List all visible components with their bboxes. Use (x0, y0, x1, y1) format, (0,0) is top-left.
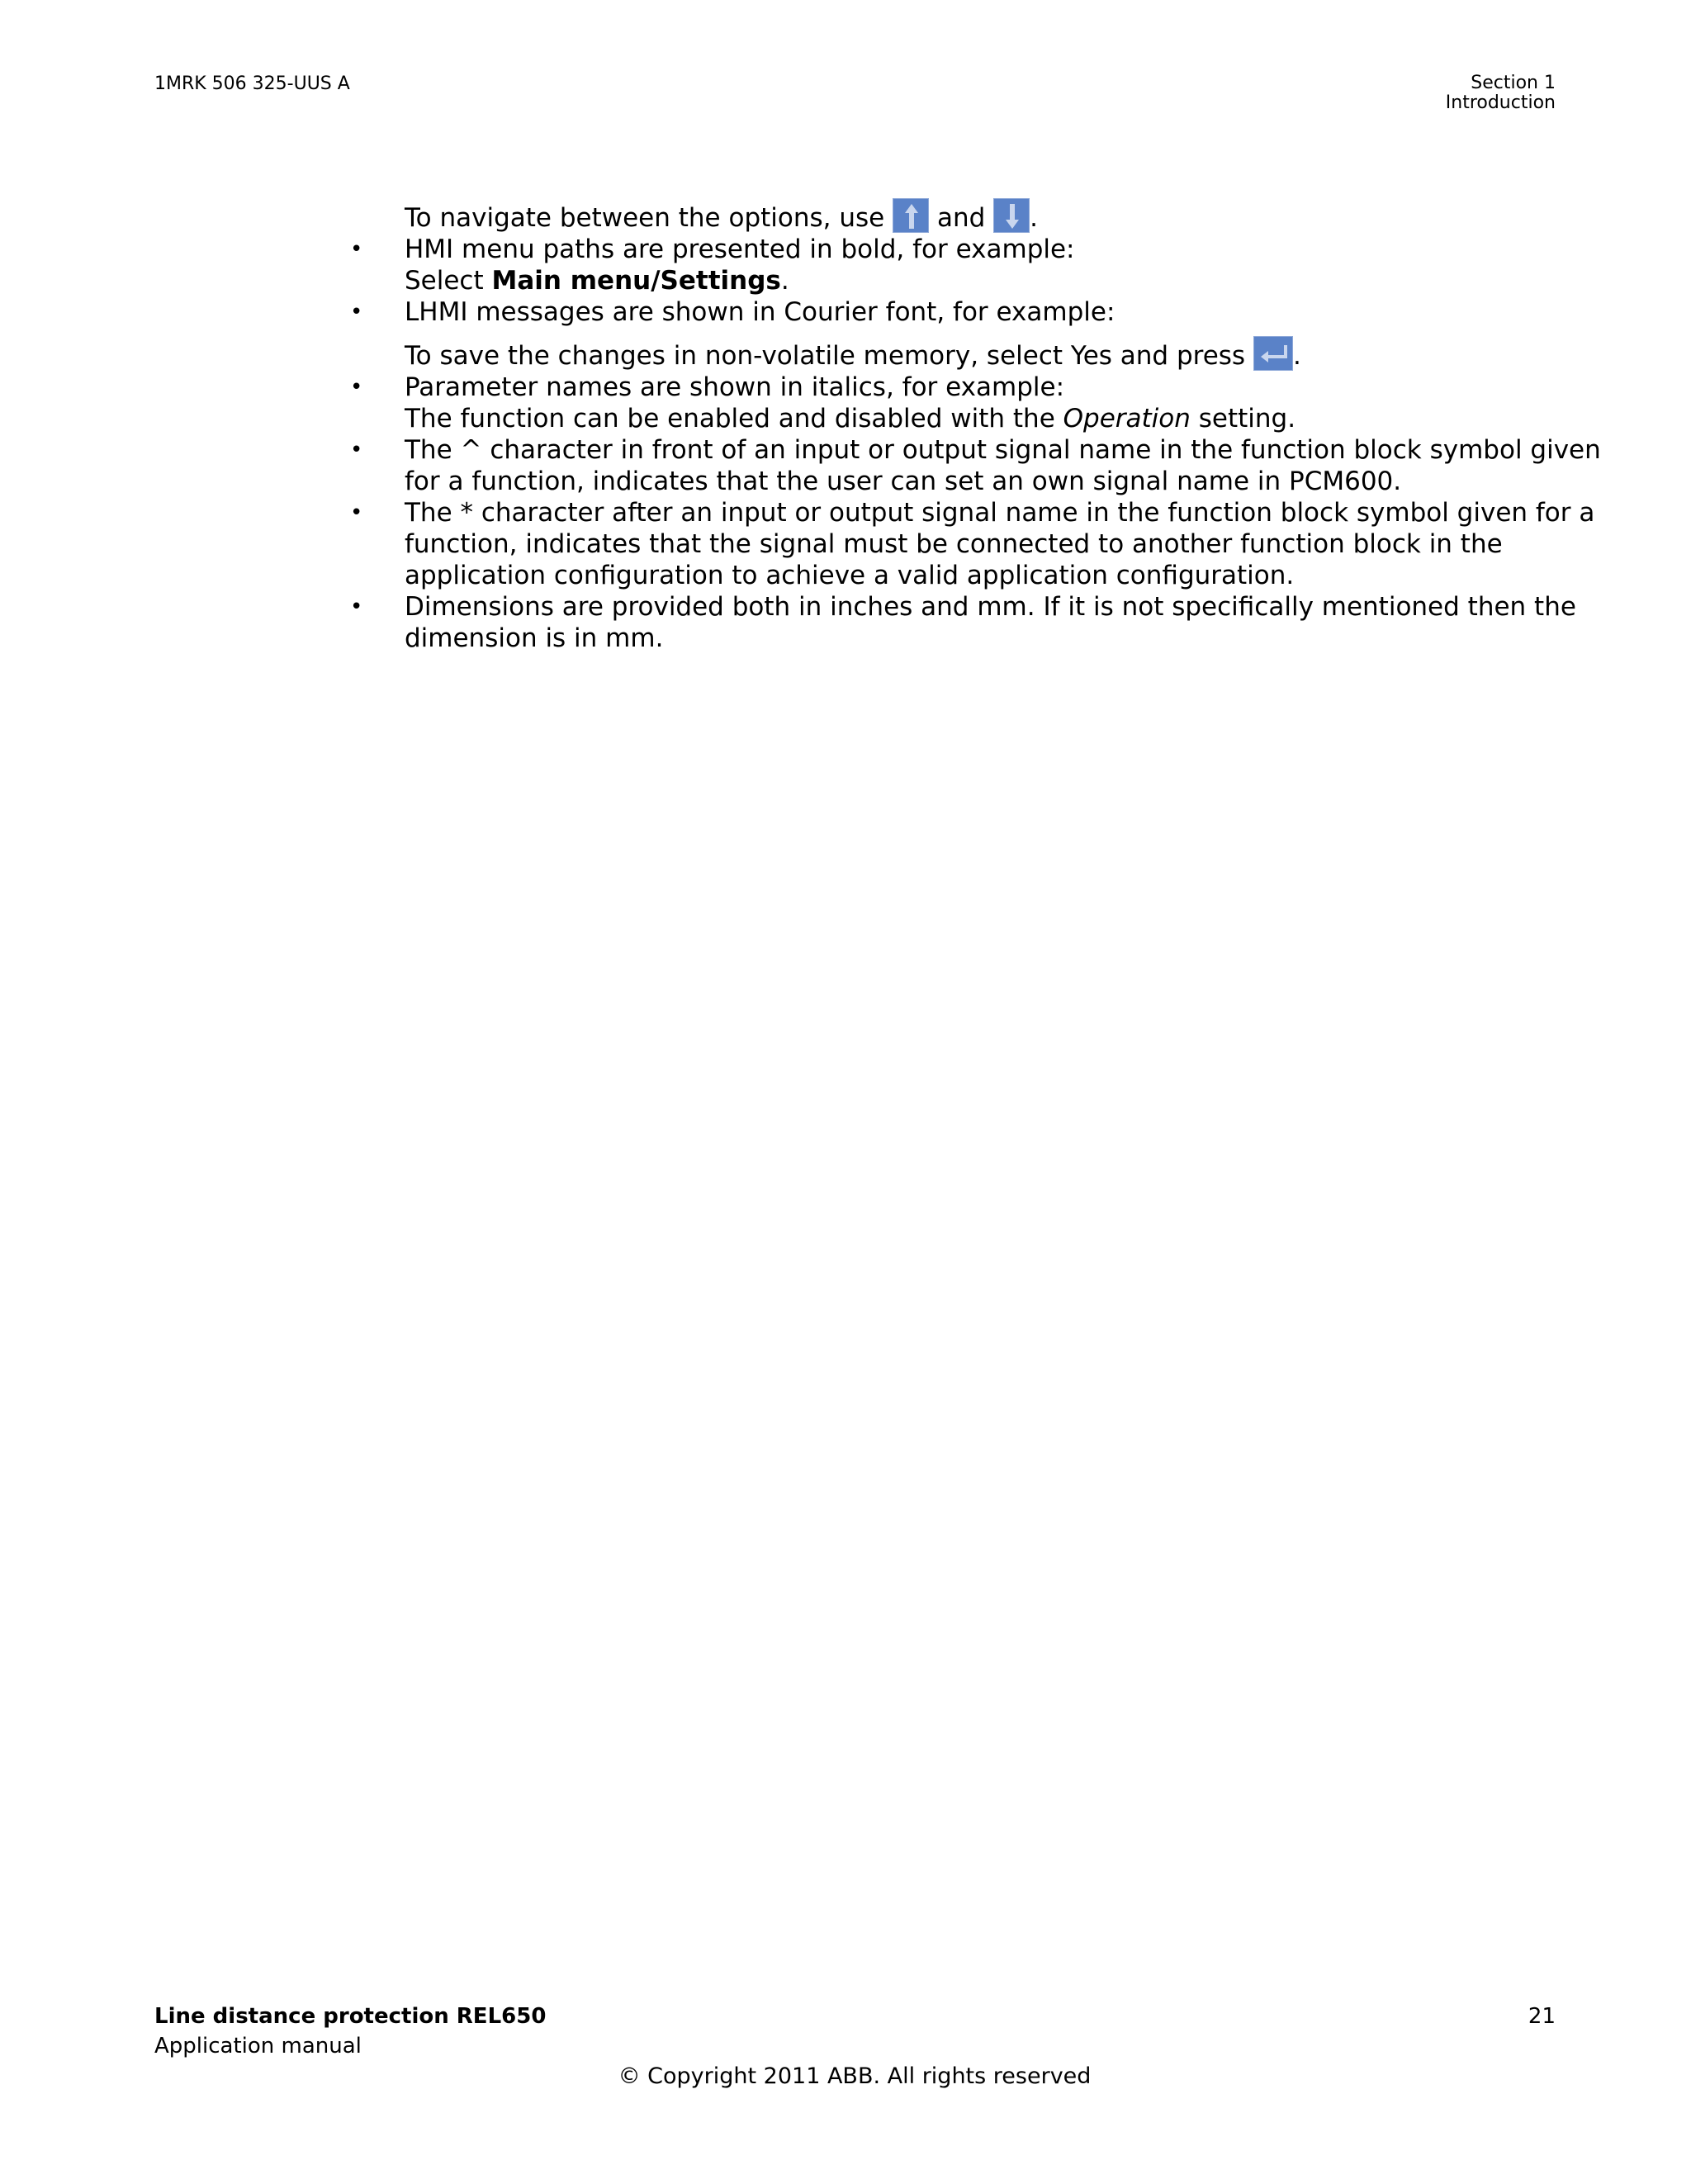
item4-line2: for a function, indicates that the user can set an own signal name in PCM600. (405, 467, 1402, 496)
item6-line2: dimension is in mm. (405, 623, 664, 653)
list-item (350, 296, 1568, 372)
bullet-marker: • (350, 375, 363, 400)
item5-line3: application configuration to achieve a valid application configuration. (405, 561, 1295, 590)
down-arrow-key-icon (993, 198, 1030, 233)
bullet-marker: • (350, 237, 363, 262)
nav-and: and (936, 203, 986, 233)
parameter-name: Operation (1063, 404, 1191, 433)
section-title: Introduction (1445, 92, 1556, 113)
bullet-marker: • (350, 500, 363, 525)
item4-line1: The ^ character in front of an input or output signal name in the function block symbol given (405, 435, 1601, 465)
up-arrow-key-icon (893, 198, 929, 233)
item5-line2: function, indicates that the signal must be connected to another function block in the (405, 529, 1503, 559)
nav-line (350, 198, 1568, 234)
nav-end: . (1030, 203, 1039, 233)
item2-line1: LHMI messages are shown in Courier font, for example: (405, 297, 1115, 327)
enter-key-icon (1253, 336, 1293, 371)
item2-text: To save the changes in non-volatile memory, select Yes and press (405, 341, 1246, 371)
item3-post: setting. (1190, 404, 1296, 433)
product-name: Line distance protection REL650 (154, 2004, 547, 2029)
item1-end: . (780, 266, 789, 296)
item1-select: Select (405, 266, 492, 296)
nav-prefix: To navigate between the options, use (405, 203, 885, 233)
item2-line2 (405, 336, 1568, 372)
menu-path: Main menu/Settings (491, 266, 781, 296)
bullet-marker: • (350, 300, 363, 325)
document-id: 1MRK 506 325-UUS A (154, 73, 350, 94)
item2-end: . (1292, 341, 1301, 371)
item5-line1: The * character after an input or output signal name in the function block symbol given for a (405, 498, 1595, 528)
list-item (350, 591, 1576, 654)
footer-product-info (154, 2002, 546, 2061)
item6-line1: Dimensions are provided both in inches and mm. If it is not specifically mentioned then the (405, 592, 1576, 622)
section-number: Section 1 (1471, 73, 1556, 93)
body-content (350, 198, 1601, 654)
bullet-marker: • (350, 595, 363, 619)
copyright: © Copyright 2011 ABB. All rights reserved (618, 2063, 1092, 2089)
manual-type: Application manual (154, 2034, 362, 2058)
item1-line2 (405, 265, 1568, 296)
item3-pre: The function can be enabled and disabled with the (405, 404, 1063, 433)
list-item (350, 497, 1595, 591)
bullet-marker: • (350, 438, 363, 462)
section-header (1446, 73, 1556, 113)
item1-line1: HMI menu paths are presented in bold, for example: (405, 235, 1075, 264)
item3-line1: Parameter names are shown in italics, for example: (405, 372, 1065, 402)
page-number: 21 (1528, 2004, 1556, 2029)
list-item (350, 234, 1568, 296)
list-item (350, 372, 1568, 434)
list-item (350, 434, 1601, 497)
item3-line2 (405, 403, 1568, 434)
